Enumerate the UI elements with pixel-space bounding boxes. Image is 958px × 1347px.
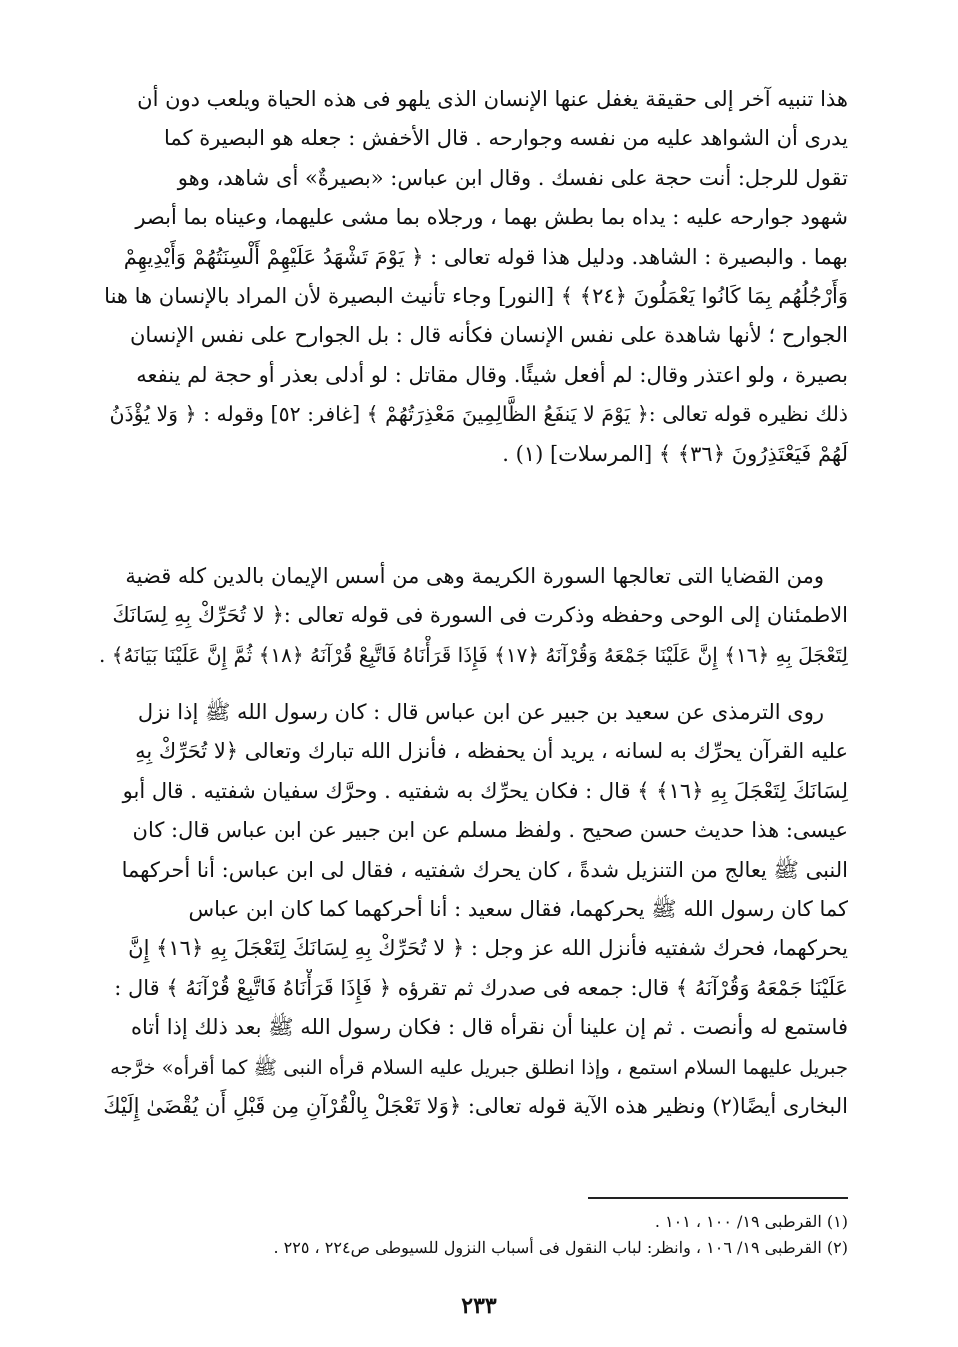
text-line: ذلك نظيره قوله تعالى :﴿ يَوْمَ لا يَنفَعُ الظَّالِمِينَ مَعْذِرَتُهُمْ ﴾ [غافر: ٥٢] وقوله : ﴿ وَلا يُؤْذَنُ [109,402,848,427]
text-line: عليه القرآن يحرِّك به لسانه ، يريد أن يحفظه ، فأنزل الله تبارك وتعالى ﴿لا تُحَرِّكْ بِهِ [135,739,848,764]
footnote-2: (٢) القرطبى ١٩/ ١٠٦ ، وانظر: لباب النقول فى أسباب النزول للسيوطى ص٢٢٤ ، ٢٢٥ . [273,1238,848,1257]
text-line: لَهُمْ فَيَعْتَذِرُونَ ﴿٣٦﴾ ﴾ [المرسلات] (١) . [502,441,848,466]
paragraph-1 [96,80,848,474]
text-line: هذا تنبيه آخر إلى حقيقة يغفل عنها الإنسان الذى يلهو فى هذه الحياة ويلعب دون أن [137,87,848,111]
text-line: جبريل عليهما السلام استمع ، وإذا انطلق جبريل عليه السلام قرأه النبى ﷺ كما أقرأه» خرَّجه [110,1055,848,1079]
text-line: شهود جوارحه عليه : يداه بما بطش بهما ، ورجلاه بما مشى عليهما، وعيناه بما أبصر [135,205,848,230]
text-line: يحركهما، فحرك شفتيه فأنزل الله عز وجل : ﴿ لا تُحَرِّكْ بِهِ لِسَانَكَ لِتَعْجَلَ بِهِ ﴿١٦﴾ إِنَّ [128,936,848,961]
text-line: ومن القضايا التى تعالجها السورة الكريمة وهى من أسس الإيمان بالدين كله قضية [125,564,824,588]
footnotes [220,1209,848,1261]
text-line: يدرى أن الشواهد عليه من نفسه وجوارحه . قال الأخفش : جعله هو البصيرة كما [164,126,848,151]
text-line: لِسَانَكَ لِتَعْجَلَ بِهِ ﴿١٦﴾ ﴾ قال : فكان يحرِّك به شفتيه . وحرَّك سفيان شفتيه . قال أبو [122,778,848,803]
paragraph-3 [96,693,848,1126]
text-line: لِتَعْجَلَ بِهِ ﴿١٦﴾ إِنَّ عَلَيْنَا جَمْعَهُ وَقُرْآنَهُ ﴿١٧﴾ فَإِذَا قَرَأْنَاهُ فَاتَّبِعْ قُرْآنَهُ ﴿١٨﴾ ثُمَّ إِنَّ عَلَيْنَا بَيَانَهُ﴾ . [99,642,848,667]
text-line: الاطمئنان إلى الوحى وحفظه وذكرت فى السورة فى قوله تعالى :﴿ لا تُحَرِّكْ بِهِ لِسَانَكَ [112,603,848,628]
text-line: الجوارح ؛ لأنها شاهدة على نفس الإنسان فكأنه قال : بل الجوارح على نفس الإنسان [130,323,848,348]
footnote-1: (١) القرطبى ١٩/ ١٠٠ ، ١٠١ . [654,1212,848,1231]
paragraph-2 [96,557,848,675]
page-number: ٢٣٣ [461,1293,497,1319]
text-line: كما كان رسول الله ﷺ يحركهما، فقال سعيد : أنا أحركهما كما كان ابن عباس [188,897,848,922]
footnote-divider [588,1197,848,1199]
text-line: فاستمع له وأنصت . ثم إن علينا أن نقرأه قال : فكان رسول الله ﷺ بعد ذلك إذا أتاه [130,1015,848,1040]
text-line: بهما . والبصيرة : الشاهد. ودليل هذا قوله تعالى : ﴿ يَوْمَ تَشْهَدُ عَلَيْهِمْ أَلْسِنَتُهُمْ وَأَيْدِيهِمْ [123,244,848,269]
text-line: وَأَرْجُلُهُم بِمَا كَانُوا يَعْمَلُونَ ﴿٢٤﴾ ﴾ [النور] وجاء تأنيث البصيرة لأن المراد بالإنسان ها هنا [104,284,848,309]
text-line: عَلَيْنَا جَمْعَهُ وَقُرْآنَهُ ﴾ قال: جمعه فى صدرك ثم تقرؤه ﴿ فَإِذَا قَرَأْنَاهُ فَاتَّبِعْ قُرْآنَهُ ﴾ قال : [114,975,848,1000]
text-line: البخارى أيضًا(٢) ونظير هذه الآية قوله تعالى: ﴿وَلا تَعْجَلْ بِالْقُرْآنِ مِن قَبْلِ أَن يُقْضَىٰ إِلَيْكَ [103,1094,848,1119]
text-line: النبى ﷺ يعالج من التنزيل شدةً ، كان يحرك شفتيه ، فقال لى ابن عباس: أنا أحركهما [121,857,848,882]
text-line: تقول للرجل: أنت حجة على نفسك . وقال ابن عباس: «بصيرةٌ» أى شاهد، وهو [177,165,848,190]
text-line: روى الترمذى عن سعيد بن جبير عن ابن عباس قال : كان رسول الله ﷺ إذا نزل [137,700,824,724]
text-line: بصيرة ، ولو اعتذر وقال: لم أفعل شيئًا. وقال مقاتل : لو أدلى بعذر أو حجة لم ينفعه [136,362,848,387]
text-line: عيسى: هذا حديث حسن صحيح . ولفظ مسلم عن ابن جبير عن ابن عباس قال: كان [132,818,848,843]
